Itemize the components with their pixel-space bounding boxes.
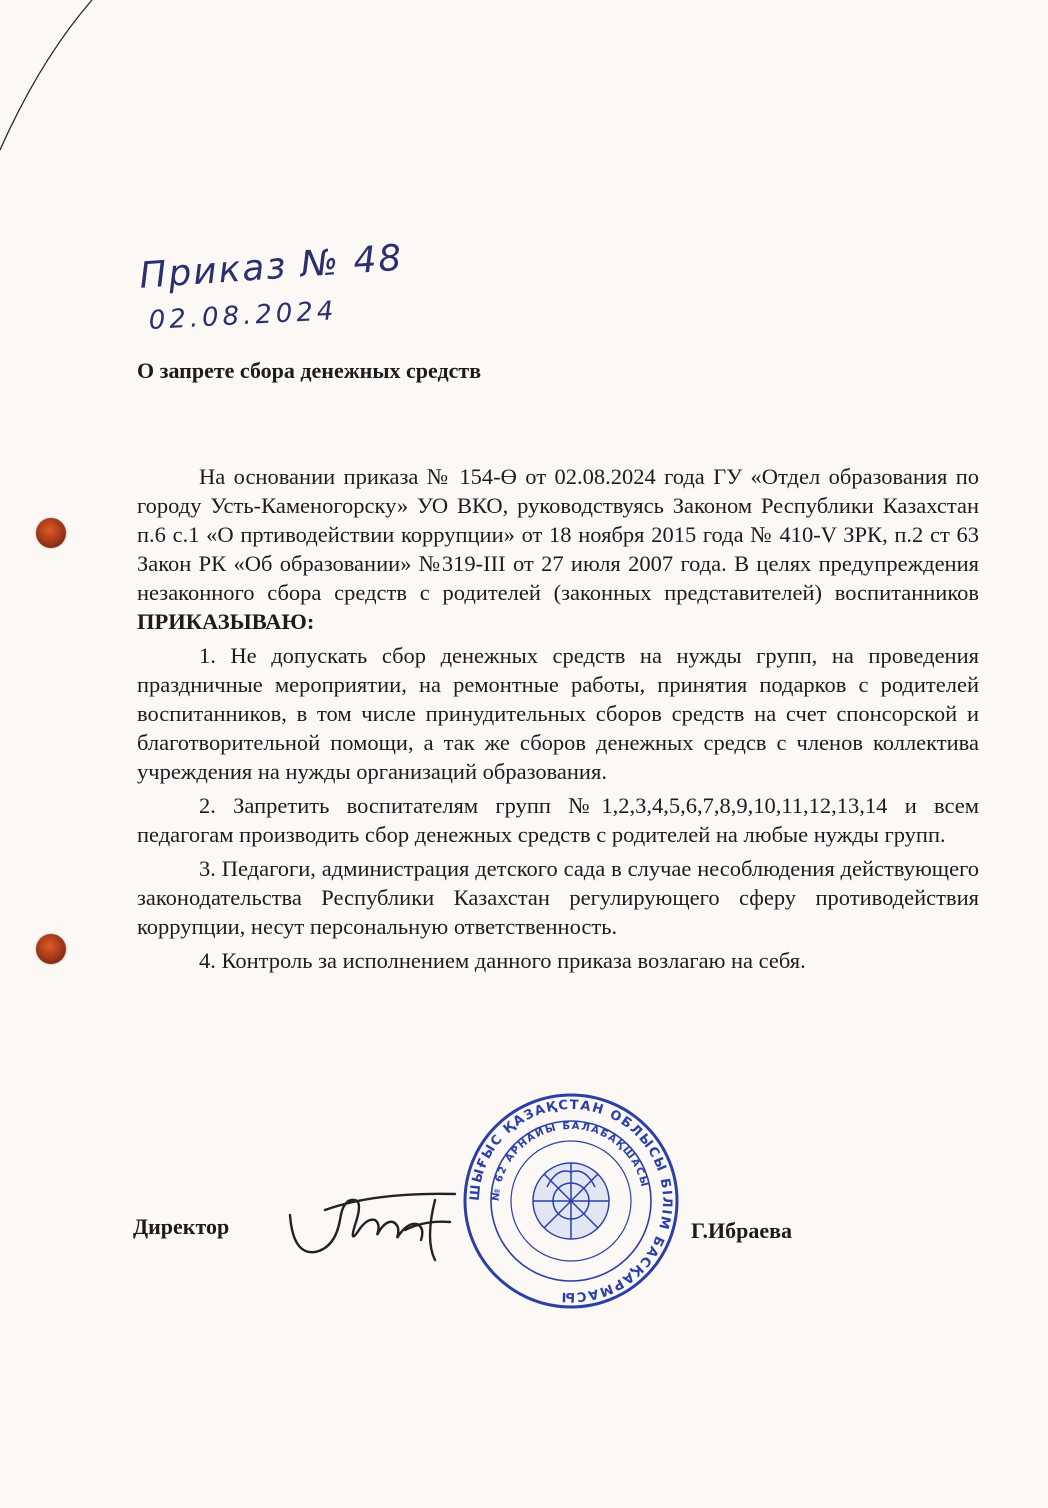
order-item-1: 1. Не допускать сбор денежных средств на нужды групп, на проведения праздничные мероприятии, на ремонтные работы, принятия подарков с родителей воспитанников, в том числе принудительных сборов средств на счет спонсорской и благотворительной помощи, а так же сборов денежных средсв с членов коллектива учреждения на нужды организаций образования. (137, 643, 979, 784)
punch-hole-top (36, 518, 66, 548)
handwritten-order-date: 02.08.2024 (148, 296, 339, 336)
stamp-outer-text: ШЫҒЫС ҚАЗАҚСТАН ОБЛЫСЫ БІЛІМ БАСҚАРМАСЫ (467, 1097, 675, 1305)
stamp-inner-text: № 62 АРНАЙЫ БАЛАБАҚШАСЫ (490, 1120, 650, 1202)
document-title: О запрете сбора денежных средств (137, 358, 482, 383)
page-fold-mark (0, 0, 110, 170)
director-label: Директор (133, 1214, 230, 1239)
handwritten-order-number: Приказ № 48 (138, 237, 405, 297)
order-item-2: 2. Запретить воспитателям групп №1,2,3,4,5,6,7,8,9,10,11,12,13,14 и всем педагогам производить сбор денежных средств с родителей на любые нужды групп. (137, 793, 979, 847)
intro-paragraph (137, 462, 979, 636)
emblem-icon (533, 1163, 609, 1239)
punch-hole-bottom (36, 934, 66, 964)
official-stamp (462, 1092, 680, 1310)
command-word: ПРИКАЗЫВАЮ: (137, 609, 315, 634)
order-item-3: 3. Педагоги, администрация детского сада в случае несоблюдения действующего законодательства Республики Казахстан регулирующего сферу противодействия коррупции, несут персональную ответственность. (137, 856, 979, 939)
signature-mark (285, 1180, 465, 1270)
document-body (137, 462, 979, 975)
order-item-4: 4. Контроль за исполнением данного приказа возлагаю на себя. (199, 948, 806, 973)
director-name: Г.Ибраева (691, 1218, 793, 1243)
intro-text: На основании приказа № 154-Ө от 02.08.2024 года ГУ «Отдел образования по городу Усть-Каменогорску» УО ВКО, руководствуясь Законом Республики Казахстан п.6 с.1 «О пртиводействии коррупции» от 18 ноября 2015 года № 410-V ЗРК, п.2 ст 63 Закон РК «Об образовании» №319-III от 27 июля 2007 года. В целях предупреждения незаконного сбора средств с родителей (законных представителей) воспитанников (137, 464, 979, 605)
